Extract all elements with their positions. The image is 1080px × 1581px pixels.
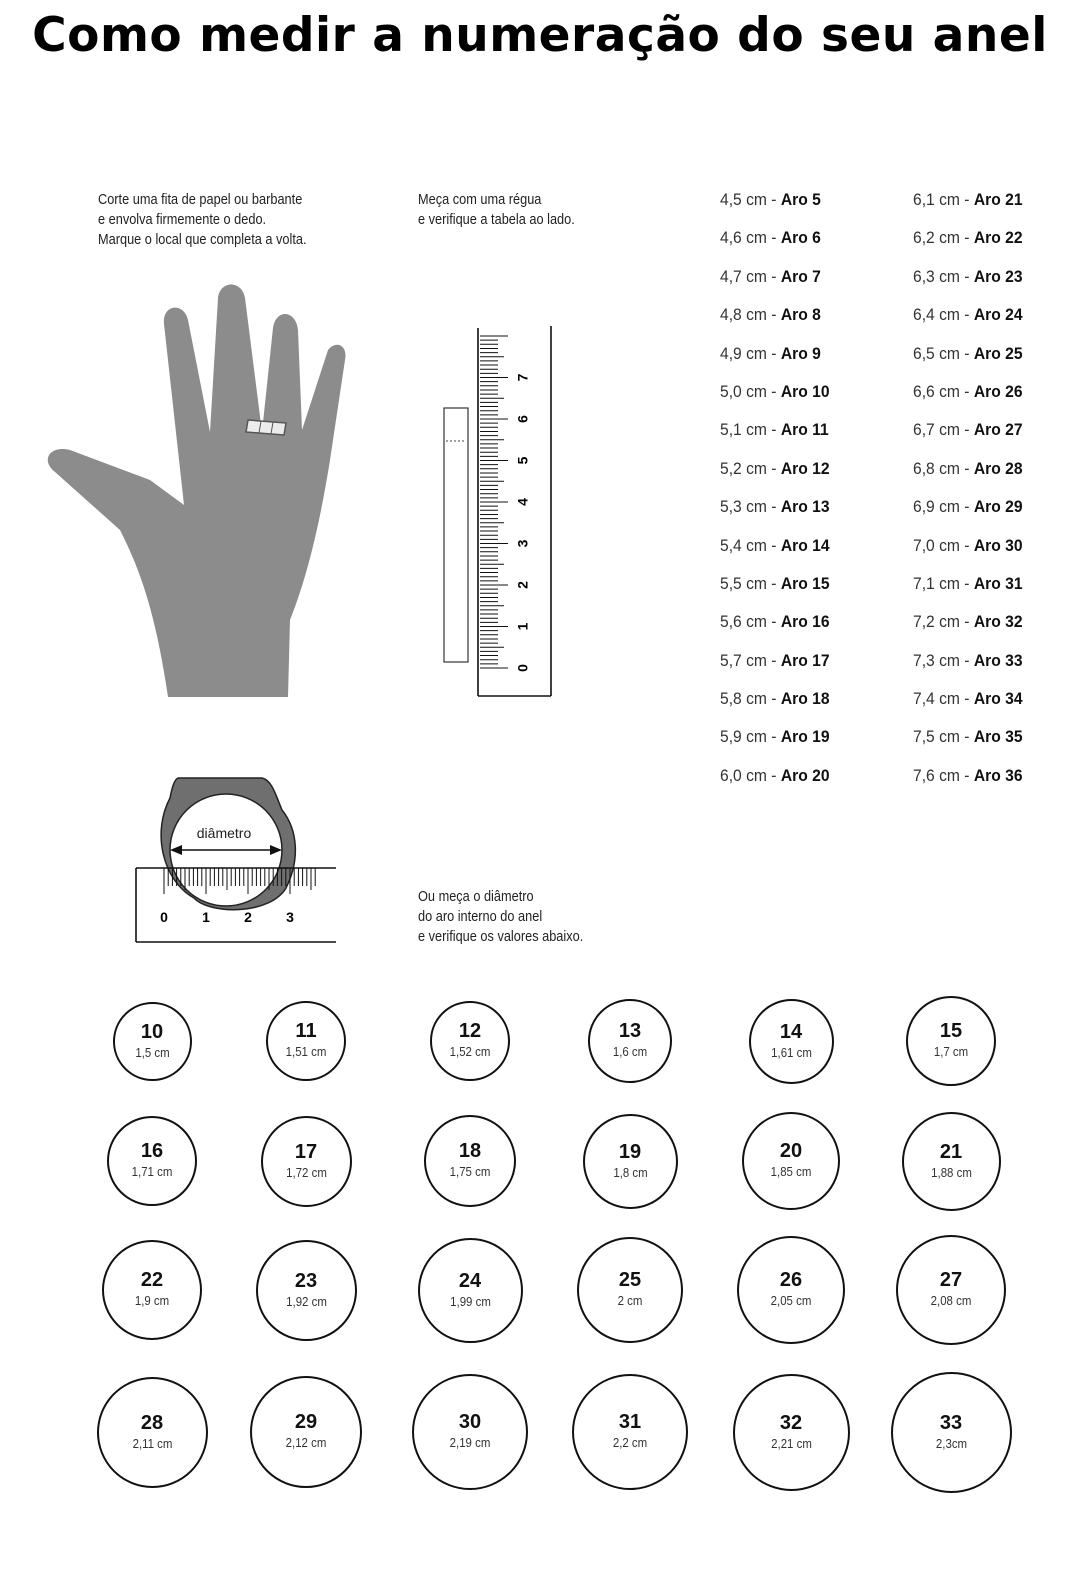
ring-size-circle (102, 1240, 202, 1340)
circle-ring-number: 11 (295, 1020, 317, 1042)
separator: - (959, 573, 974, 593)
ring-size-circle (906, 996, 996, 1086)
ruler-label: 3 (514, 539, 531, 548)
circle-diameter-value: 1,92 cm (285, 1293, 327, 1309)
separator: - (959, 381, 974, 401)
ring-size-circle (97, 1377, 208, 1488)
circle-diameter-value: 1,72 cm (285, 1164, 327, 1180)
circle-ring-number: 20 (779, 1140, 803, 1162)
ring-size-value: Aro 34 (973, 689, 1023, 709)
circumference-value: 6,0 cm (720, 765, 767, 785)
size-table-row (720, 764, 830, 802)
circle-diameter-value: 1,9 cm (134, 1293, 170, 1308)
ring-size-circle (261, 1116, 352, 1207)
ruler-label: 2 (514, 581, 531, 589)
separator: - (766, 497, 781, 517)
size-table-row (913, 610, 1023, 648)
circumference-value: 5,7 cm (720, 650, 767, 670)
circle-diameter-value: 1,75 cm (449, 1164, 491, 1179)
ring-size-value: Aro 10 (780, 381, 830, 401)
circle-diameter-value: 1,85 cm (770, 1164, 812, 1179)
circumference-value: 5,1 cm (720, 420, 767, 440)
ring-size-circle (113, 1002, 192, 1081)
separator: - (959, 689, 974, 709)
ring-size-value: Aro 11 (780, 420, 829, 440)
circumference-value: 5,9 cm (720, 727, 767, 747)
circumference-value: 4,6 cm (720, 228, 767, 248)
circle-ring-number: 17 (294, 1140, 318, 1163)
circle-diameter-value: 1,88 cm (930, 1164, 972, 1180)
circle-diameter-value: 2,2 cm (612, 1435, 648, 1450)
ring-size-value: Aro 22 (973, 228, 1023, 248)
size-table-row (913, 418, 1023, 456)
separator: - (766, 305, 781, 325)
instruction-line: e verifique os valores abaixo. (418, 929, 584, 945)
instruction-measure-ruler (418, 190, 575, 230)
circumference-value: 5,5 cm (720, 573, 767, 593)
separator: - (766, 612, 781, 632)
ring-size-value: Aro 8 (780, 305, 821, 325)
ring-size-value: Aro 29 (973, 497, 1023, 517)
ring-size-value: Aro 33 (973, 650, 1023, 670)
separator: - (959, 535, 974, 555)
circle-diameter-value: 2,08 cm (930, 1293, 972, 1308)
separator: - (766, 650, 781, 670)
ring-on-finger-icon (246, 420, 286, 435)
ring-size-value: Aro 23 (973, 266, 1023, 286)
ruler-label: 7 (514, 373, 531, 382)
size-table-row (913, 265, 1023, 303)
separator: - (766, 573, 781, 593)
separator: - (766, 343, 781, 363)
ring-ruler-label: 0 (160, 909, 168, 925)
circle-ring-number: 32 (779, 1411, 803, 1434)
separator: - (959, 305, 974, 325)
size-table-row (720, 265, 830, 303)
ring-size-value: Aro 24 (973, 305, 1023, 325)
circle-diameter-value: 1,6 cm (612, 1044, 648, 1059)
circle-ring-number: 25 (618, 1269, 642, 1291)
circle-ring-number: 18 (458, 1140, 482, 1162)
circumference-value: 6,2 cm (913, 228, 960, 248)
paper-strip-icon (444, 408, 468, 662)
size-table-row (720, 226, 830, 264)
instruction-wrap-finger (98, 190, 307, 250)
circumference-value: 5,4 cm (720, 535, 767, 555)
circle-diameter-value: 1,8 cm (612, 1164, 648, 1180)
circle-diameter-value: 2,19 cm (449, 1435, 491, 1450)
circle-diameter-value: 1,99 cm (449, 1293, 491, 1309)
circle-ring-number: 30 (458, 1411, 482, 1433)
circle-ring-number: 33 (939, 1411, 963, 1434)
ring-size-value: Aro 19 (780, 727, 830, 747)
instruction-line: e envolva firmemente o dedo. (98, 212, 267, 228)
ring-size-circle (424, 1115, 516, 1207)
circle-ring-number: 29 (294, 1411, 318, 1433)
size-table-row (720, 457, 830, 495)
ring-size-circle (250, 1376, 362, 1488)
ring-size-value: Aro 14 (780, 535, 830, 555)
circle-ring-number: 13 (618, 1020, 642, 1042)
size-table-row (913, 764, 1023, 802)
circle-ring-number: 19 (618, 1140, 642, 1163)
ring-size-value: Aro 21 (973, 190, 1023, 209)
separator: - (766, 420, 781, 440)
circle-diameter-value: 2,12 cm (285, 1435, 327, 1450)
separator: - (766, 765, 781, 785)
size-table-row (720, 725, 830, 763)
ruler-label: 4 (514, 498, 531, 506)
circle-diameter-value: 2,05 cm (770, 1293, 812, 1308)
circumference-value: 6,7 cm (913, 420, 960, 440)
ring-size-circle (737, 1236, 845, 1344)
ruler-label: 6 (514, 415, 531, 423)
separator: - (766, 381, 781, 401)
size-table-right (913, 188, 1032, 802)
ring-ruler-label: 3 (286, 909, 294, 925)
circle-ring-number: 23 (294, 1269, 318, 1292)
ring-size-value: Aro 20 (780, 765, 830, 785)
separator: - (766, 689, 781, 709)
ring-size-circle (266, 1001, 346, 1081)
circle-ring-number: 31 (618, 1411, 642, 1433)
circle-ring-number: 21 (939, 1140, 963, 1163)
circle-diameter-value: 1,52 cm (449, 1044, 491, 1059)
ring-size-value: Aro 6 (780, 228, 821, 248)
ring-size-value: Aro 36 (973, 765, 1023, 785)
circle-diameter-value: 1,51 cm (285, 1044, 327, 1059)
size-table-row (720, 610, 830, 648)
circle-ring-number: 27 (939, 1269, 963, 1291)
size-table-row (720, 495, 830, 533)
circumference-value: 4,8 cm (720, 305, 767, 325)
circumference-value: 5,6 cm (720, 612, 767, 632)
separator: - (959, 765, 974, 785)
circumference-value: 5,0 cm (720, 381, 767, 401)
size-table-row (913, 687, 1023, 725)
separator: - (766, 266, 781, 286)
ring-size-circle (107, 1116, 197, 1206)
separator: - (959, 727, 974, 747)
separator: - (959, 650, 974, 670)
circumference-value: 7,0 cm (913, 535, 960, 555)
ring-size-circle (891, 1372, 1012, 1493)
circle-ring-number: 12 (458, 1020, 482, 1042)
separator: - (959, 343, 974, 363)
circumference-value: 5,3 cm (720, 497, 767, 517)
ring-ruler-label: 2 (244, 909, 252, 925)
ring-size-circle (902, 1112, 1001, 1211)
circumference-value: 4,9 cm (720, 343, 767, 363)
size-table-row (913, 380, 1023, 418)
ring-size-circle (430, 1001, 510, 1081)
circumference-value: 7,6 cm (913, 765, 960, 785)
separator: - (959, 190, 974, 209)
separator: - (766, 535, 781, 555)
size-table-row (913, 534, 1023, 572)
size-table-row (720, 572, 830, 610)
circle-diameter-value: 1,7 cm (933, 1044, 969, 1059)
instruction-line: Meça com uma régua (418, 192, 542, 208)
ring-size-value: Aro 26 (973, 381, 1023, 401)
ring-size-value: Aro 27 (973, 420, 1023, 440)
circumference-value: 6,3 cm (913, 266, 960, 286)
circle-ring-number: 26 (779, 1269, 803, 1291)
ring-diameter-diagram (130, 770, 350, 950)
ring-size-value: Aro 16 (780, 612, 830, 632)
ring-ruler-label: 1 (202, 909, 210, 925)
instruction-line: e verifique a tabela ao lado. (418, 212, 575, 228)
ring-size-value: Aro 15 (780, 573, 830, 593)
circle-diameter-value: 2,11 cm (132, 1435, 172, 1451)
circumference-value: 5,2 cm (720, 458, 767, 478)
circumference-value: 6,6 cm (913, 381, 960, 401)
circumference-value: 6,1 cm (913, 190, 960, 209)
circle-ring-number: 24 (458, 1269, 482, 1292)
ring-size-circle (896, 1235, 1006, 1345)
size-table-row (913, 725, 1023, 763)
instruction-line: Corte uma fita de papel ou barbante (98, 192, 303, 208)
ruler-ticks (480, 336, 508, 668)
circumference-value: 7,2 cm (913, 612, 960, 632)
separator: - (959, 228, 974, 248)
circle-diameter-value: 2 cm (617, 1293, 643, 1308)
circle-ring-number: 22 (140, 1269, 164, 1291)
ring-size-value: Aro 31 (973, 573, 1023, 593)
ring-size-value: Aro 28 (973, 458, 1023, 478)
circumference-value: 6,9 cm (913, 497, 960, 517)
size-table-row (720, 188, 830, 226)
size-table-row (720, 687, 830, 725)
ring-size-value: Aro 5 (780, 190, 821, 209)
circumference-value: 5,8 cm (720, 689, 767, 709)
ruler-label: 5 (514, 456, 531, 465)
separator: - (766, 458, 781, 478)
instruction-measure-diameter (418, 887, 583, 947)
separator: - (766, 190, 781, 209)
ring-size-value: Aro 18 (780, 689, 830, 709)
ring-size-value: Aro 32 (973, 612, 1023, 632)
instruction-line: do aro interno do anel (418, 909, 543, 925)
separator: - (959, 266, 974, 286)
size-table-row (913, 342, 1023, 380)
instruction-line: Ou meça o diâmetro (418, 889, 534, 905)
circumference-value: 4,7 cm (720, 266, 767, 286)
ring-size-value: Aro 30 (973, 535, 1023, 555)
size-table-row (720, 303, 830, 341)
hand-illustration (40, 280, 360, 700)
circumference-value: 7,3 cm (913, 650, 960, 670)
ring-size-value: Aro 17 (780, 650, 830, 670)
size-table-row (913, 188, 1023, 226)
ring-size-circle (733, 1374, 850, 1491)
ring-size-circle (256, 1240, 357, 1341)
size-table-row (720, 649, 830, 687)
ring-size-circle (418, 1238, 523, 1343)
circle-diameter-value: 1,61 cm (770, 1044, 812, 1060)
size-table-row (913, 649, 1023, 687)
size-table-row (913, 495, 1023, 533)
ring-size-circle (577, 1237, 683, 1343)
diameter-label: diâmetro (196, 825, 252, 841)
ruler-illustration (440, 322, 560, 702)
size-table-left (720, 188, 839, 802)
circumference-value: 6,4 cm (913, 305, 960, 325)
separator: - (766, 727, 781, 747)
circumference-value: 4,5 cm (720, 190, 767, 209)
size-table-row (720, 534, 830, 572)
size-table-row (913, 303, 1023, 341)
circle-ring-number: 16 (140, 1140, 164, 1162)
ring-size-value: Aro 7 (780, 266, 821, 286)
separator: - (959, 497, 974, 517)
instruction-line: Marque o local que completa a volta. (98, 232, 307, 248)
size-table-row (720, 418, 830, 456)
size-table-row (913, 457, 1023, 495)
separator: - (959, 420, 974, 440)
separator: - (766, 228, 781, 248)
circle-ring-number: 15 (939, 1020, 963, 1042)
circle-diameter-value: 1,71 cm (131, 1164, 173, 1179)
circumference-value: 6,5 cm (913, 343, 960, 363)
circle-ring-number: 10 (140, 1020, 164, 1043)
ring-size-value: Aro 12 (780, 458, 830, 478)
circle-diameter-value: 2,3cm (935, 1435, 967, 1451)
hand-icon (48, 285, 346, 698)
ring-size-circle (742, 1112, 840, 1210)
page-title: Como medir a numeração do seu anel (32, 8, 1048, 63)
size-table-row (913, 572, 1023, 610)
size-table-row (913, 226, 1023, 264)
ruler-label: 1 (514, 622, 531, 631)
circle-diameter-value: 2,21 cm (770, 1435, 812, 1451)
ring-size-circle (412, 1374, 528, 1490)
circumference-value: 7,5 cm (913, 727, 960, 747)
ring-size-circle (572, 1374, 688, 1490)
circumference-value: 6,8 cm (913, 458, 960, 478)
circumference-value: 7,1 cm (913, 573, 960, 593)
ring-size-circle (588, 999, 672, 1083)
ruler-label: 0 (514, 664, 531, 672)
ring-size-circle (583, 1114, 678, 1209)
ring-size-value: Aro 9 (780, 343, 821, 363)
ring-size-value: Aro 13 (780, 497, 830, 517)
ring-size-value: Aro 25 (973, 343, 1023, 363)
separator: - (959, 458, 974, 478)
size-table-row (720, 380, 830, 418)
ring-size-value: Aro 35 (973, 727, 1023, 747)
ring-size-circle (749, 999, 834, 1084)
circle-ring-number: 14 (779, 1020, 803, 1043)
separator: - (959, 612, 974, 632)
circumference-value: 7,4 cm (913, 689, 960, 709)
ruler-labels (515, 373, 531, 672)
size-table-row (720, 342, 830, 380)
circle-ring-number: 28 (140, 1411, 164, 1434)
circle-diameter-value: 1,5 cm (134, 1044, 170, 1060)
